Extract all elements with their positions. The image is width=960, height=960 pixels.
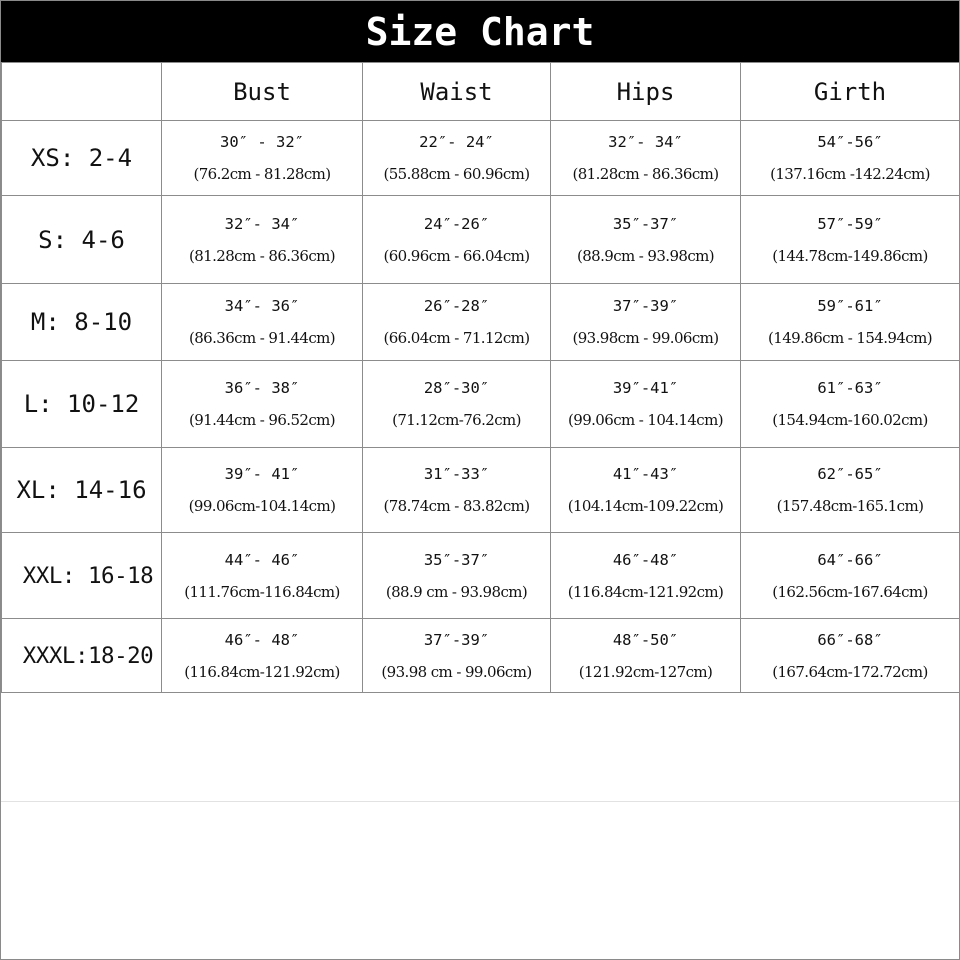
inch-range: 57″-59″ xyxy=(817,214,883,233)
size-row xyxy=(2,196,960,284)
measurement-cell-girth xyxy=(741,284,960,361)
size-row xyxy=(2,284,960,361)
cm-range: (81.28cm - 86.36cm) xyxy=(188,246,336,265)
cm-range: (144.78cm-149.86cm) xyxy=(772,246,928,265)
inch-range: 39″- 41″ xyxy=(224,465,300,483)
measurement-cell-hips xyxy=(551,533,741,619)
measurement-cell-bust xyxy=(162,361,363,448)
inch-range: 37″-39″ xyxy=(612,297,679,315)
size-row xyxy=(2,619,960,693)
measurement-cell-waist xyxy=(363,196,551,284)
inch-range: 39″-41″ xyxy=(612,379,679,397)
cm-range: (81.28cm - 86.36cm) xyxy=(572,165,719,183)
column-header-bust: Bust xyxy=(162,63,363,121)
cm-range: (88.9cm - 93.98cm) xyxy=(576,246,715,265)
measurement-cell-hips xyxy=(551,448,741,533)
column-header-waist: Waist xyxy=(363,63,551,121)
cm-range: (162.56cm-167.64cm) xyxy=(772,582,928,601)
inch-range: 37″-39″ xyxy=(423,630,490,649)
measurement-cell-waist xyxy=(363,619,551,693)
inch-range: 46″- 48″ xyxy=(224,630,300,649)
measurement-cell-waist xyxy=(363,284,551,361)
measurement-cell-girth xyxy=(741,361,960,448)
size-row xyxy=(2,361,960,448)
measurement-cell-girth xyxy=(741,448,960,533)
measurement-cell-hips xyxy=(551,196,741,284)
column-header-hips: Hips xyxy=(551,63,741,121)
measurement-cell-hips xyxy=(551,361,741,448)
inch-range: 28″-30″ xyxy=(423,379,490,397)
cm-range: (66.04cm - 71.12cm) xyxy=(383,329,530,347)
size-row xyxy=(2,448,960,533)
inch-range: 36″- 38″ xyxy=(224,379,300,397)
size-chart-title: Size Chart xyxy=(1,1,959,62)
measurement-cell-hips xyxy=(551,619,741,693)
cm-range: (116.84cm-121.92cm) xyxy=(184,662,340,681)
cm-range: (116.84cm-121.92cm) xyxy=(567,582,724,601)
measurement-cell-bust xyxy=(162,196,363,284)
inch-range: 26″-28″ xyxy=(423,297,490,315)
cm-range: (157.48cm-165.1cm) xyxy=(776,497,924,515)
measurement-cell-girth xyxy=(741,196,960,284)
inch-range: 31″-33″ xyxy=(423,465,490,483)
size-chart-table xyxy=(1,62,960,693)
inch-range: 48″-50″ xyxy=(612,630,679,649)
cm-range: (60.96cm - 66.04cm) xyxy=(383,246,530,265)
size-row xyxy=(2,533,960,619)
measurement-cell-bust xyxy=(162,533,363,619)
size-label: XS: 2-4 xyxy=(2,121,162,196)
size-label: XXL: 16-18 xyxy=(2,533,162,619)
measurement-cell-bust xyxy=(162,448,363,533)
blank-area xyxy=(1,691,959,802)
measurement-cell-waist xyxy=(363,121,551,196)
inch-range: 22″- 24″ xyxy=(419,133,494,151)
inch-range: 32″- 34″ xyxy=(224,214,300,233)
measurement-cell-waist xyxy=(363,533,551,619)
cm-range: (55.88cm - 60.96cm) xyxy=(383,165,530,183)
inch-range: 35″-37″ xyxy=(612,214,679,233)
cm-range: (78.74cm - 83.82cm) xyxy=(383,497,530,515)
size-row xyxy=(2,121,960,196)
column-header-girth: Girth xyxy=(741,63,960,121)
inch-range: 24″-26″ xyxy=(423,214,490,233)
size-label: M: 8-10 xyxy=(2,284,162,361)
inch-range: 62″-65″ xyxy=(817,465,883,483)
cm-range: (121.92cm-127cm) xyxy=(578,662,713,681)
inch-range: 34″- 36″ xyxy=(224,297,300,315)
inch-range: 41″-43″ xyxy=(612,465,679,483)
inch-range: 54″-56″ xyxy=(817,133,883,151)
cm-range: (76.2cm - 81.28cm) xyxy=(193,165,331,183)
cm-range: (149.86cm - 154.94cm) xyxy=(768,329,932,347)
cm-range: (93.98 cm - 99.06cm) xyxy=(381,662,532,681)
cm-range: (86.36cm - 91.44cm) xyxy=(188,329,336,347)
inch-range: 64″-66″ xyxy=(817,550,883,569)
measurement-cell-girth xyxy=(741,533,960,619)
inch-range: 59″-61″ xyxy=(817,297,883,315)
measurement-cell-girth xyxy=(741,619,960,693)
measurement-cell-bust xyxy=(162,619,363,693)
inch-range: 46″-48″ xyxy=(612,550,679,569)
inch-range: 35″-37″ xyxy=(423,550,490,569)
size-label: S: 4-6 xyxy=(2,196,162,284)
measurement-cell-waist xyxy=(363,361,551,448)
inch-range: 44″- 46″ xyxy=(224,550,300,569)
inch-range: 66″-68″ xyxy=(817,630,883,649)
inch-range: 32″- 34″ xyxy=(608,133,683,151)
size-label: L: 10-12 xyxy=(2,361,162,448)
cm-range: (111.76cm-116.84cm) xyxy=(184,582,340,601)
cm-range: (167.64cm-172.72cm) xyxy=(772,662,928,681)
cm-range: (154.94cm-160.02cm) xyxy=(772,411,928,429)
header-row xyxy=(2,63,960,121)
measurement-cell-bust xyxy=(162,284,363,361)
cm-range: (99.06cm - 104.14cm) xyxy=(568,411,723,429)
corner-cell xyxy=(2,63,162,121)
measurement-cell-girth xyxy=(741,121,960,196)
cm-range: (71.12cm-76.2cm) xyxy=(392,411,521,429)
cm-range: (104.14cm-109.22cm) xyxy=(567,497,724,515)
cm-range: (91.44cm - 96.52cm) xyxy=(188,411,336,429)
cm-range: (93.98cm - 99.06cm) xyxy=(572,329,719,347)
inch-range: 61″-63″ xyxy=(817,379,883,397)
size-label: XXXL:18-20 xyxy=(2,619,162,693)
measurement-cell-bust xyxy=(162,121,363,196)
cm-range: (88.9 cm - 93.98cm) xyxy=(385,582,528,601)
size-label: XL: 14-16 xyxy=(2,448,162,533)
inch-range: 30″ - 32″ xyxy=(220,133,304,151)
cm-range: (99.06cm-104.14cm) xyxy=(188,497,336,515)
measurement-cell-waist xyxy=(363,448,551,533)
cm-range: (137.16cm -142.24cm) xyxy=(770,165,930,183)
measurement-cell-hips xyxy=(551,284,741,361)
measurement-cell-hips xyxy=(551,121,741,196)
